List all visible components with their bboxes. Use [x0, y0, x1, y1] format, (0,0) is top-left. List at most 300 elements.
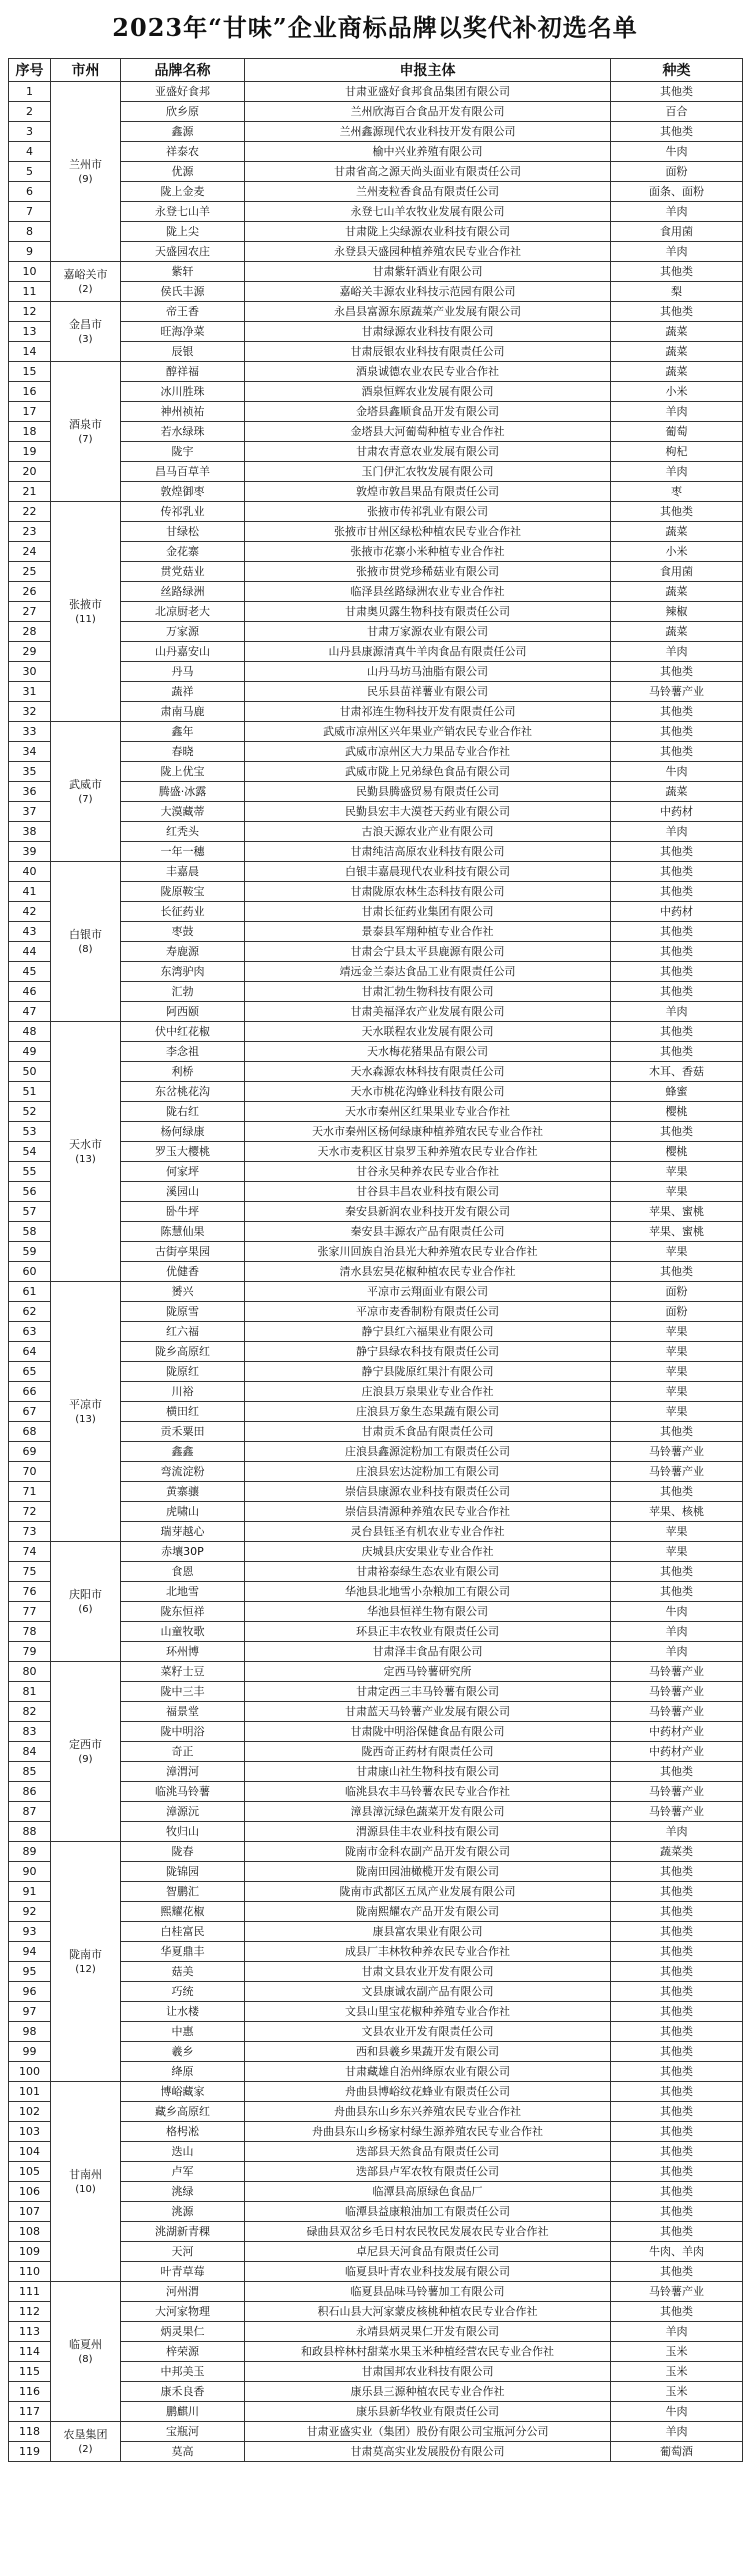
city-cell — [51, 1662, 121, 1842]
row-index: 97 — [9, 2002, 51, 2022]
category: 苹果、核桃 — [611, 1502, 743, 1522]
row-index: 116 — [9, 2382, 51, 2402]
row-index: 101 — [9, 2082, 51, 2102]
city-cell — [51, 262, 121, 302]
row-index: 36 — [9, 782, 51, 802]
applicant-name: 舟曲县博峪纹花蜂业有限责任公司 — [245, 2082, 611, 2102]
brand-name: 天河 — [121, 2242, 245, 2262]
row-index: 77 — [9, 1602, 51, 1622]
category: 蔬菜 — [611, 362, 743, 382]
row-index: 118 — [9, 2422, 51, 2442]
city-count: (9) — [78, 1753, 93, 1765]
city-count: (7) — [78, 793, 93, 805]
brand-name: 陇东恒祥 — [121, 1602, 245, 1622]
category: 其他类 — [611, 1922, 743, 1942]
category: 其他类 — [611, 1962, 743, 1982]
brand-name: 传祁乳业 — [121, 502, 245, 522]
brand-name: 陇锦园 — [121, 1862, 245, 1882]
row-index: 24 — [9, 542, 51, 562]
row-index: 22 — [9, 502, 51, 522]
applicant-name: 清水县宏昊花椒种植农民专业合作社 — [245, 1262, 611, 1282]
category: 马铃薯产业 — [611, 1462, 743, 1482]
category: 马铃薯产业 — [611, 1442, 743, 1462]
applicant-name: 陇南熙耀农产品开发有限公司 — [245, 1902, 611, 1922]
brand-name: 福景堂 — [121, 1702, 245, 1722]
row-index: 80 — [9, 1662, 51, 1682]
row-index: 102 — [9, 2102, 51, 2122]
applicant-name: 灵台县钰圣有机农业专业合作社 — [245, 1522, 611, 1542]
category: 其他类 — [611, 1882, 743, 1902]
brand-name: 让水楼 — [121, 2002, 245, 2022]
header-city: 市州 — [51, 59, 121, 82]
row-index: 57 — [9, 1202, 51, 1222]
city-cell — [51, 502, 121, 722]
brand-name: 陈慧仙果 — [121, 1222, 245, 1242]
category: 中药材产业 — [611, 1722, 743, 1742]
category: 其他类 — [611, 2102, 743, 2122]
brand-name: 虎啸山 — [121, 1502, 245, 1522]
row-index: 81 — [9, 1682, 51, 1702]
brand-name: 东湾驴肉 — [121, 962, 245, 982]
applicant-name: 临泽县丝路绿洲农业专业合作社 — [245, 582, 611, 602]
category: 其他类 — [611, 1482, 743, 1502]
category: 羊肉 — [611, 2322, 743, 2342]
brand-name: 炳灵果仁 — [121, 2322, 245, 2342]
applicant-name: 崇信县康源农业科技有限责任公司 — [245, 1482, 611, 1502]
table-row — [9, 2282, 743, 2302]
brand-name: 卧牛坪 — [121, 1202, 245, 1222]
city-count: (13) — [75, 1413, 96, 1425]
applicant-name: 甘肃藏雄自治州绛原农业有限公司 — [245, 2062, 611, 2082]
applicant-name: 西和县羲乡果蔬开发有限公司 — [245, 2042, 611, 2062]
row-index: 56 — [9, 1182, 51, 1202]
brand-name: 李念祖 — [121, 1042, 245, 1062]
applicant-name: 金塔县大河葡萄种植专业合作社 — [245, 422, 611, 442]
applicant-name: 甘肃绿源农业科技有限公司 — [245, 322, 611, 342]
header-applicant: 申报主体 — [245, 59, 611, 82]
category: 其他类 — [611, 662, 743, 682]
applicant-name: 酒泉诚德农业农民专业合作社 — [245, 362, 611, 382]
brand-name: 永登七山羊 — [121, 202, 245, 222]
applicant-name: 甘肃长征药业集团有限公司 — [245, 902, 611, 922]
category: 马铃薯产业 — [611, 682, 743, 702]
row-index: 58 — [9, 1222, 51, 1242]
brand-name: 辰银 — [121, 342, 245, 362]
city-count: (10) — [75, 2183, 96, 2195]
brand-name: 长征药业 — [121, 902, 245, 922]
brand-name: 杨何绿康 — [121, 1122, 245, 1142]
category: 苹果 — [611, 1542, 743, 1562]
applicant-name: 敦煌市敦昌果品有限责任公司 — [245, 482, 611, 502]
applicant-name: 漳县漳沅绿色蔬菜开发有限公司 — [245, 1802, 611, 1822]
applicant-name: 碌曲县双岔乡毛日村农民牧民发展农民专业合作社 — [245, 2222, 611, 2242]
table-body — [9, 82, 743, 2462]
applicant-name: 甘肃陇原农林生态科技有限公司 — [245, 882, 611, 902]
row-index: 4 — [9, 142, 51, 162]
row-index: 3 — [9, 122, 51, 142]
city-count: (13) — [75, 1153, 96, 1165]
brand-name: 神州祯祐 — [121, 402, 245, 422]
applicant-name: 永登县天盛园种植养殖农民专业合作社 — [245, 242, 611, 262]
applicant-name: 天水梅花猪果品有限公司 — [245, 1042, 611, 1062]
brand-name: 环州博 — [121, 1642, 245, 1662]
category: 食用菌 — [611, 222, 743, 242]
city-name: 农垦集团 — [63, 2427, 108, 2441]
applicant-name: 甘肃康山社生物科技有限公司 — [245, 1762, 611, 1782]
row-index: 39 — [9, 842, 51, 862]
row-index: 74 — [9, 1542, 51, 1562]
row-index: 50 — [9, 1062, 51, 1082]
brand-name: 鑫源 — [121, 122, 245, 142]
brand-name: 中惠 — [121, 2022, 245, 2042]
category: 苹果 — [611, 1182, 743, 1202]
category: 马铃薯产业 — [611, 1682, 743, 1702]
category: 苹果、蜜桃 — [611, 1202, 743, 1222]
category: 苹果 — [611, 1402, 743, 1422]
category: 羊肉 — [611, 642, 743, 662]
row-index: 54 — [9, 1142, 51, 1162]
applicant-name: 成县厂丰林牧种养农民专业合作社 — [245, 1942, 611, 1962]
category: 中药材 — [611, 802, 743, 822]
brand-name: 菜籽士豆 — [121, 1662, 245, 1682]
applicant-name: 临潭县高原绿色食品厂 — [245, 2182, 611, 2202]
category: 其他类 — [611, 942, 743, 962]
row-index: 76 — [9, 1582, 51, 1602]
row-index: 42 — [9, 902, 51, 922]
city-cell — [51, 82, 121, 262]
brand-name: 白桂富民 — [121, 1922, 245, 1942]
row-index: 21 — [9, 482, 51, 502]
row-index: 14 — [9, 342, 51, 362]
city-count: (2) — [78, 2443, 93, 2455]
brand-name: 北地雪 — [121, 1582, 245, 1602]
brand-name: 川裕 — [121, 1382, 245, 1402]
category: 其他类 — [611, 1582, 743, 1602]
city-cell — [51, 302, 121, 362]
brand-name: 旺海净菜 — [121, 322, 245, 342]
category: 其他类 — [611, 122, 743, 142]
brand-name: 丹马 — [121, 662, 245, 682]
brand-name: 陇春 — [121, 1842, 245, 1862]
row-index: 91 — [9, 1882, 51, 1902]
row-index: 119 — [9, 2442, 51, 2462]
category: 其他类 — [611, 1122, 743, 1142]
brand-name: 叶青草莓 — [121, 2262, 245, 2282]
applicant-name: 甘肃辰银农业科技有限责任公司 — [245, 342, 611, 362]
city-name: 武威市 — [69, 777, 102, 791]
brand-name: 汇勃 — [121, 982, 245, 1002]
applicant-name: 陇南田园油橄榄开发有限公司 — [245, 1862, 611, 1882]
brand-name: 山丹嘉安山 — [121, 642, 245, 662]
applicant-name: 渭源县佳丰农业科技有限公司 — [245, 1822, 611, 1842]
brand-name: 绛原 — [121, 2062, 245, 2082]
category: 其他类 — [611, 2162, 743, 2182]
brand-name: 一年一穗 — [121, 842, 245, 862]
brand-name: 鑫鑫 — [121, 1442, 245, 1462]
category: 苹果 — [611, 1162, 743, 1182]
brand-name: 羲乡 — [121, 2042, 245, 2062]
category: 其他类 — [611, 1422, 743, 1442]
category: 小米 — [611, 382, 743, 402]
applicant-name: 古浪天源农业产业有限公司 — [245, 822, 611, 842]
table-row — [9, 1022, 743, 1042]
brand-name: 卢军 — [121, 2162, 245, 2182]
brand-name: 春晓 — [121, 742, 245, 762]
applicant-name: 崇信县清源种养殖农民专业合作社 — [245, 1502, 611, 1522]
brand-name: 河州渭 — [121, 2282, 245, 2302]
category: 牛肉 — [611, 1602, 743, 1622]
document-title: 2023年“甘味”企业商标品牌以奖代补初选名单 — [112, 13, 638, 42]
applicant-name: 甘肃亚盛好食邦食品集团有限公司 — [245, 82, 611, 102]
row-index: 90 — [9, 1862, 51, 1882]
brand-name: 帝王香 — [121, 302, 245, 322]
row-index: 26 — [9, 582, 51, 602]
row-index: 38 — [9, 822, 51, 842]
row-index: 46 — [9, 982, 51, 1002]
category: 蔬菜 — [611, 522, 743, 542]
brand-name: 奇正 — [121, 1742, 245, 1762]
row-index: 32 — [9, 702, 51, 722]
category: 玉米 — [611, 2382, 743, 2402]
applicant-name: 甘肃汇勃生物科技有限公司 — [245, 982, 611, 1002]
city-cell — [51, 362, 121, 502]
applicant-name: 景泰县军翔种植专业合作社 — [245, 922, 611, 942]
brand-name: 陇原红 — [121, 1362, 245, 1382]
row-index: 28 — [9, 622, 51, 642]
applicant-name: 永登七山羊农牧业发展有限公司 — [245, 202, 611, 222]
table-row — [9, 262, 743, 282]
brand-name: 优源 — [121, 162, 245, 182]
applicant-name: 甘肃贡禾食品有限责任公司 — [245, 1422, 611, 1442]
brand-name: 天盛园农庄 — [121, 242, 245, 262]
brand-name: 醇祥福 — [121, 362, 245, 382]
category: 羊肉 — [611, 1002, 743, 1022]
applicant-name: 民勤县腾盛贸易有限责任公司 — [245, 782, 611, 802]
shortlist-table — [8, 58, 743, 2462]
row-index: 23 — [9, 522, 51, 542]
applicant-name: 民乐县苗祥薯业有限公司 — [245, 682, 611, 702]
category: 羊肉 — [611, 1822, 743, 1842]
applicant-name: 临潭县益康粮油加工有限责任公司 — [245, 2202, 611, 2222]
category: 马铃薯产业 — [611, 1702, 743, 1722]
row-index: 99 — [9, 2042, 51, 2062]
applicant-name: 文县康诚农副产品有限公司 — [245, 1982, 611, 2002]
applicant-name: 甘肃亚盛实业（集团）股份有限公司宝瓶河分公司 — [245, 2422, 611, 2442]
city-cell — [51, 722, 121, 862]
city-name: 酒泉市 — [69, 417, 102, 431]
brand-name: 洮绿 — [121, 2182, 245, 2202]
brand-name: 藏乡高原红 — [121, 2102, 245, 2122]
brand-name: 北凉厨老大 — [121, 602, 245, 622]
table-row — [9, 2082, 743, 2102]
row-index: 112 — [9, 2302, 51, 2322]
category: 羊肉 — [611, 1642, 743, 1662]
brand-name: 紫轩 — [121, 262, 245, 282]
applicant-name: 兰州欣海百合食品开发有限公司 — [245, 102, 611, 122]
brand-name: 赟兴 — [121, 1282, 245, 1302]
brand-name: 熙耀花椒 — [121, 1902, 245, 1922]
applicant-name: 庄浪县万象生态果蔬有限公司 — [245, 1402, 611, 1422]
category: 牛肉 — [611, 2402, 743, 2422]
applicant-name: 华池县恒祥生物有限公司 — [245, 1602, 611, 1622]
brand-name: 冰川胜珠 — [121, 382, 245, 402]
applicant-name: 庄浪县鑫源淀粉加工有限责任公司 — [245, 1442, 611, 1462]
brand-name: 迭山 — [121, 2142, 245, 2162]
category: 樱桃 — [611, 1142, 743, 1162]
row-index: 41 — [9, 882, 51, 902]
brand-name: 陇上优宝 — [121, 762, 245, 782]
brand-name: 食恩 — [121, 1562, 245, 1582]
row-index: 13 — [9, 322, 51, 342]
city-count: (8) — [78, 2353, 93, 2365]
row-index: 105 — [9, 2162, 51, 2182]
row-index: 72 — [9, 1502, 51, 1522]
brand-name: 贡禾粟田 — [121, 1422, 245, 1442]
category: 百合 — [611, 102, 743, 122]
category: 其他类 — [611, 1862, 743, 1882]
category: 其他类 — [611, 2082, 743, 2102]
category: 其他类 — [611, 1762, 743, 1782]
category: 其他类 — [611, 2062, 743, 2082]
row-index: 25 — [9, 562, 51, 582]
row-index: 64 — [9, 1342, 51, 1362]
row-index: 60 — [9, 1262, 51, 1282]
category: 其他类 — [611, 982, 743, 1002]
city-name: 临夏州 — [69, 2337, 102, 2351]
brand-name: 丰嘉晨 — [121, 862, 245, 882]
applicant-name: 静宁县红六福果业有限公司 — [245, 1322, 611, 1342]
row-index: 75 — [9, 1562, 51, 1582]
row-index: 7 — [9, 202, 51, 222]
city-name: 甘南州 — [69, 2167, 102, 2181]
row-index: 27 — [9, 602, 51, 622]
category: 蔬菜 — [611, 622, 743, 642]
row-index: 66 — [9, 1382, 51, 1402]
brand-name: 罗玉大樱桃 — [121, 1142, 245, 1162]
brand-name: 陇中三丰 — [121, 1682, 245, 1702]
row-index: 100 — [9, 2062, 51, 2082]
brand-name: 侯氏丰源 — [121, 282, 245, 302]
applicant-name: 山丹马坊马油脂有限公司 — [245, 662, 611, 682]
table-row — [9, 302, 743, 322]
category: 梨 — [611, 282, 743, 302]
brand-name: 洮湖新青稞 — [121, 2222, 245, 2242]
row-index: 96 — [9, 1982, 51, 2002]
brand-name: 大河家物理 — [121, 2302, 245, 2322]
brand-name: 红六福 — [121, 1322, 245, 1342]
brand-name: 弯流淀粉 — [121, 1462, 245, 1482]
brand-name: 溪园山 — [121, 1182, 245, 1202]
city-cell — [51, 1842, 121, 2082]
applicant-name: 甘肃莫高实业发展股份有限公司 — [245, 2442, 611, 2462]
applicant-name: 陇南市金科农副产品开发有限公司 — [245, 1842, 611, 1862]
category: 枸杞 — [611, 442, 743, 462]
row-index: 78 — [9, 1622, 51, 1642]
category: 其他类 — [611, 502, 743, 522]
row-index: 115 — [9, 2362, 51, 2382]
city-cell — [51, 1282, 121, 1542]
applicant-name: 张掖市甘州区绿松种植农民专业合作社 — [245, 522, 611, 542]
applicant-name: 张掖市花寨小米种植专业合作社 — [245, 542, 611, 562]
category: 面条、面粉 — [611, 182, 743, 202]
row-index: 73 — [9, 1522, 51, 1542]
category: 苹果 — [611, 1522, 743, 1542]
row-index: 48 — [9, 1022, 51, 1042]
brand-name: 康禾良香 — [121, 2382, 245, 2402]
brand-name: 陇上金麦 — [121, 182, 245, 202]
row-index: 69 — [9, 1442, 51, 1462]
brand-name: 优健香 — [121, 1262, 245, 1282]
city-name: 嘉峪关市 — [63, 267, 108, 281]
brand-name: 陇原雪 — [121, 1302, 245, 1322]
brand-name: 博峪藏家 — [121, 2082, 245, 2102]
applicant-name: 张家川回族自治县光大种养殖农民专业合作社 — [245, 1242, 611, 1262]
category: 小米 — [611, 542, 743, 562]
applicant-name: 甘肃蓝天马铃薯产业发展有限公司 — [245, 1702, 611, 1722]
category: 牛肉、羊肉 — [611, 2242, 743, 2262]
applicant-name: 卓尼县天河食品有限责任公司 — [245, 2242, 611, 2262]
row-index: 55 — [9, 1162, 51, 1182]
applicant-name: 环县正丰农牧业有限责任公司 — [245, 1622, 611, 1642]
brand-name: 漳源沅 — [121, 1802, 245, 1822]
brand-name: 巧统 — [121, 1982, 245, 2002]
brand-name: 东岔桃花沟 — [121, 1082, 245, 1102]
brand-name: 陇中明浴 — [121, 1722, 245, 1742]
row-index: 95 — [9, 1962, 51, 1982]
applicant-name: 康县富农果业有限公司 — [245, 1922, 611, 1942]
row-index: 110 — [9, 2262, 51, 2282]
category: 苹果 — [611, 1382, 743, 1402]
brand-name: 陇右红 — [121, 1102, 245, 1122]
applicant-name: 甘肃泽丰食品有限公司 — [245, 1642, 611, 1662]
city-name: 金昌市 — [69, 317, 102, 331]
header-category: 种类 — [611, 59, 743, 82]
applicant-name: 永靖县炳灵果仁开发有限公司 — [245, 2322, 611, 2342]
applicant-name: 平凉市云翔面业有限公司 — [245, 1282, 611, 1302]
applicant-name: 和政县梓林村甜菜水果玉米种植经营农民专业合作社 — [245, 2342, 611, 2362]
brand-name: 阿西颐 — [121, 1002, 245, 1022]
applicant-name: 甘肃美福泽农产业发展有限公司 — [245, 1002, 611, 1022]
applicant-name: 华池县北地雪小杂粮加工有限公司 — [245, 1582, 611, 1602]
row-index: 11 — [9, 282, 51, 302]
category: 其他类 — [611, 1562, 743, 1582]
row-index: 114 — [9, 2342, 51, 2362]
row-index: 49 — [9, 1042, 51, 1062]
applicant-name: 甘肃文县农业开发有限公司 — [245, 1962, 611, 1982]
city-cell — [51, 2082, 121, 2282]
city-count: (2) — [78, 283, 93, 295]
row-index: 34 — [9, 742, 51, 762]
category: 木耳、香菇 — [611, 1062, 743, 1082]
brand-name: 菇美 — [121, 1962, 245, 1982]
city-name: 兰州市 — [69, 157, 102, 171]
applicant-name: 临洮县农丰马铃薯农民专业合作社 — [245, 1782, 611, 1802]
city-count: (6) — [78, 1603, 93, 1615]
row-index: 84 — [9, 1742, 51, 1762]
category: 其他类 — [611, 2142, 743, 2162]
category: 其他类 — [611, 302, 743, 322]
category: 蜂蜜 — [611, 1082, 743, 1102]
brand-name: 万家源 — [121, 622, 245, 642]
category: 其他类 — [611, 702, 743, 722]
row-index: 82 — [9, 1702, 51, 1722]
applicant-name: 天水联程农业发展有限公司 — [245, 1022, 611, 1042]
table-row — [9, 1282, 743, 1302]
category: 中药材产业 — [611, 1742, 743, 1762]
applicant-name: 武威市陇上兄弟绿色食品有限公司 — [245, 762, 611, 782]
row-index: 51 — [9, 1082, 51, 1102]
applicant-name: 白银丰嘉晨现代农业科技有限公司 — [245, 862, 611, 882]
